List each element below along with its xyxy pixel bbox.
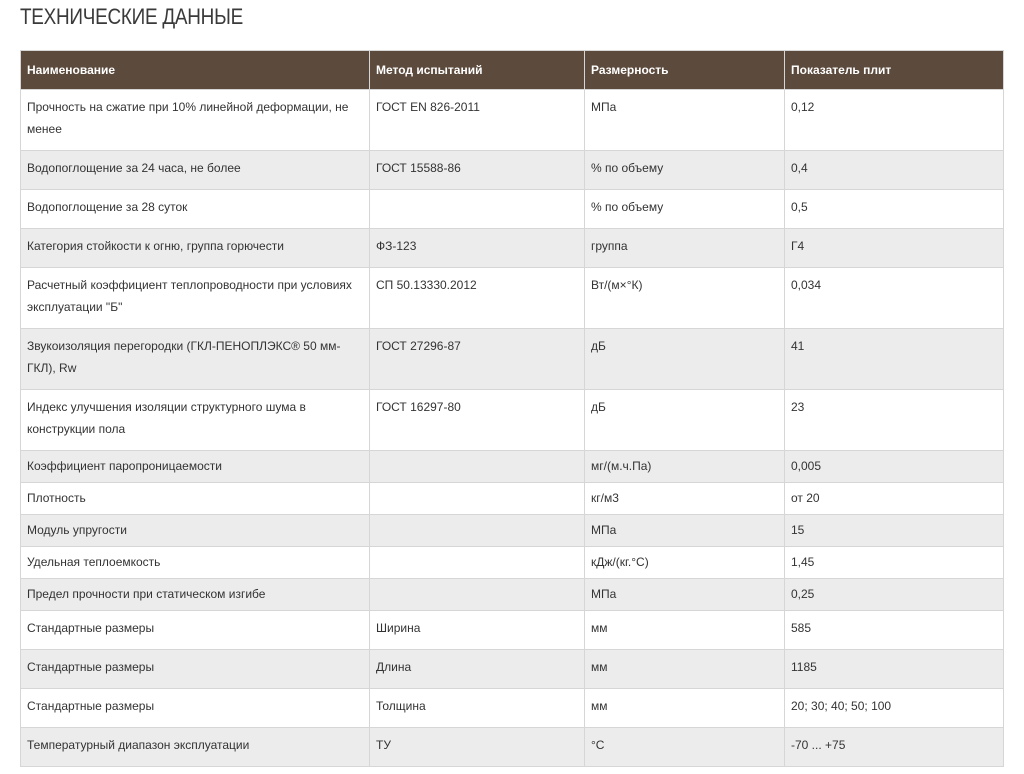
table-cell: 15 bbox=[785, 515, 1004, 547]
table-cell: Удельная теплоемкость bbox=[21, 547, 370, 579]
table-row bbox=[21, 190, 1004, 229]
table-cell: 0,5 bbox=[785, 190, 1004, 229]
table-row bbox=[21, 515, 1004, 547]
table-row bbox=[21, 229, 1004, 268]
table-cell: Температурный диапазон эксплуатации bbox=[21, 728, 370, 767]
table-row bbox=[21, 650, 1004, 689]
table-cell: Г4 bbox=[785, 229, 1004, 268]
table-cell: МПа bbox=[585, 515, 785, 547]
table-cell bbox=[370, 579, 585, 611]
table-cell: -70 ... +75 bbox=[785, 728, 1004, 767]
table-cell: Плотность bbox=[21, 483, 370, 515]
table-cell: дБ bbox=[585, 390, 785, 451]
table-cell: МПа bbox=[585, 579, 785, 611]
table-row bbox=[21, 689, 1004, 728]
table-cell: мм bbox=[585, 689, 785, 728]
table-cell: 41 bbox=[785, 329, 1004, 390]
table-cell: 20; 30; 40; 50; 100 bbox=[785, 689, 1004, 728]
table-cell: мм bbox=[585, 611, 785, 650]
table-cell: Длина bbox=[370, 650, 585, 689]
table-cell: мг/(м.ч.Па) bbox=[585, 451, 785, 483]
table-row bbox=[21, 329, 1004, 390]
column-header-name: Наименование bbox=[21, 51, 370, 90]
table-cell: Категория стойкости к огню, группа горючести bbox=[21, 229, 370, 268]
table-cell: от 20 bbox=[785, 483, 1004, 515]
table-cell: 0,12 bbox=[785, 90, 1004, 151]
table-row bbox=[21, 151, 1004, 190]
table-cell: Ширина bbox=[370, 611, 585, 650]
table-cell: кДж/(кг.°С) bbox=[585, 547, 785, 579]
table-cell: группа bbox=[585, 229, 785, 268]
table-cell: кг/м3 bbox=[585, 483, 785, 515]
table-row bbox=[21, 611, 1004, 650]
table-cell: Толщина bbox=[370, 689, 585, 728]
column-header-test-method: Метод испытаний bbox=[370, 51, 585, 90]
table-header-row bbox=[21, 51, 1004, 90]
table-cell: ГОСТ 27296-87 bbox=[370, 329, 585, 390]
table-row bbox=[21, 451, 1004, 483]
table-cell: % по объему bbox=[585, 151, 785, 190]
table-row bbox=[21, 483, 1004, 515]
table-cell: ГОСТ 15588-86 bbox=[370, 151, 585, 190]
table-cell: 1,45 bbox=[785, 547, 1004, 579]
table-cell: 23 bbox=[785, 390, 1004, 451]
table-cell: 0,4 bbox=[785, 151, 1004, 190]
table-cell: Индекс улучшения изоляции структурного шума в конструкции пола bbox=[21, 390, 370, 451]
table-cell: 0,005 bbox=[785, 451, 1004, 483]
table-cell: Стандартные размеры bbox=[21, 650, 370, 689]
table-cell: дБ bbox=[585, 329, 785, 390]
column-header-unit: Размерность bbox=[585, 51, 785, 90]
table-cell: % по объему bbox=[585, 190, 785, 229]
column-header-value: Показатель плит bbox=[785, 51, 1004, 90]
table-cell bbox=[370, 515, 585, 547]
table-cell: ГОСТ EN 826-2011 bbox=[370, 90, 585, 151]
table-cell: Предел прочности при статическом изгибе bbox=[21, 579, 370, 611]
table-cell: 1185 bbox=[785, 650, 1004, 689]
table-cell: Прочность на сжатие при 10% линейной деформации, не менее bbox=[21, 90, 370, 151]
table-cell: ФЗ-123 bbox=[370, 229, 585, 268]
table-cell: мм bbox=[585, 650, 785, 689]
table-cell: ТУ bbox=[370, 728, 585, 767]
table-row bbox=[21, 90, 1004, 151]
table-cell bbox=[370, 451, 585, 483]
table-cell bbox=[370, 483, 585, 515]
table-cell: °С bbox=[585, 728, 785, 767]
table-cell: ГОСТ 16297-80 bbox=[370, 390, 585, 451]
table-cell: СП 50.13330.2012 bbox=[370, 268, 585, 329]
table-row bbox=[21, 390, 1004, 451]
table-row bbox=[21, 268, 1004, 329]
table-cell: МПа bbox=[585, 90, 785, 151]
table-row bbox=[21, 579, 1004, 611]
page-title: ТЕХНИЧЕСКИЕ ДАННЫЕ bbox=[20, 4, 243, 29]
table-cell: 0,25 bbox=[785, 579, 1004, 611]
table-cell bbox=[370, 547, 585, 579]
table-cell: Водопоглощение за 28 суток bbox=[21, 190, 370, 229]
table-row bbox=[21, 728, 1004, 767]
technical-data-table bbox=[20, 50, 1004, 767]
table-cell: Стандартные размеры bbox=[21, 689, 370, 728]
table-cell: Модуль упругости bbox=[21, 515, 370, 547]
table-cell: Водопоглощение за 24 часа, не более bbox=[21, 151, 370, 190]
table-cell: 585 bbox=[785, 611, 1004, 650]
table-cell: Коэффициент паропроницаемости bbox=[21, 451, 370, 483]
table-cell: 0,034 bbox=[785, 268, 1004, 329]
table-cell: Стандартные размеры bbox=[21, 611, 370, 650]
table-cell bbox=[370, 190, 585, 229]
table-cell: Расчетный коэффициент теплопроводности при условиях эксплуатации "Б" bbox=[21, 268, 370, 329]
table-cell: Звукоизоляция перегородки (ГКЛ-ПЕНОПЛЭКС® 50 мм-ГКЛ), Rw bbox=[21, 329, 370, 390]
table-cell: Вт/(м×°К) bbox=[585, 268, 785, 329]
table-row bbox=[21, 547, 1004, 579]
